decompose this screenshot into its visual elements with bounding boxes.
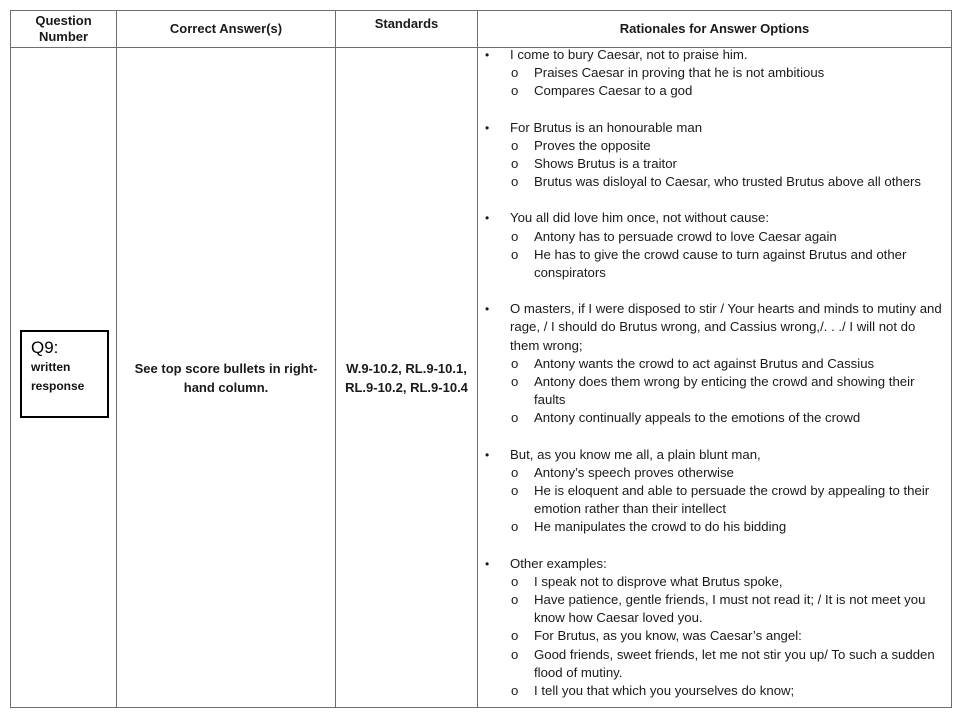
sub-bullet-icon: o xyxy=(511,410,519,426)
rationale-point-text: Praises Caesar in proving that he is not ambitious xyxy=(534,65,825,81)
rationale-quote-text: For Brutus is an honourable man xyxy=(510,119,703,135)
bullet-icon: • xyxy=(485,120,490,135)
rationale-point xyxy=(478,64,948,82)
rationale-quote xyxy=(478,119,948,137)
rationale-point xyxy=(478,646,948,682)
sub-bullet-icon: o xyxy=(511,646,519,662)
rationales-list xyxy=(478,46,948,718)
rationale-point-text: Antony continually appeals to the emotions of the crowd xyxy=(534,410,861,426)
rationale-point-text: He has to give the crowd cause to turn against Brutus and other conspirators xyxy=(534,246,907,281)
rationale-point xyxy=(478,591,948,627)
rationale-point-text: Antony’s speech proves otherwise xyxy=(534,464,734,480)
rationale-point xyxy=(478,409,948,427)
rationale-quote xyxy=(478,555,948,573)
sub-bullet-icon: o xyxy=(511,355,519,371)
rationale-point xyxy=(478,173,948,191)
sub-bullet-icon: o xyxy=(511,464,519,480)
rationale-point xyxy=(478,137,948,155)
rationale-quote-text: But, as you know me all, a plain blunt man, xyxy=(510,446,761,462)
sub-bullet-icon: o xyxy=(511,246,519,262)
sub-bullet-icon: o xyxy=(511,83,519,99)
bullet-icon: • xyxy=(485,447,490,462)
rationale-quote-text: I come to bury Caesar, not to praise him. xyxy=(510,47,748,62)
rationale-point-text: Proves the opposite xyxy=(534,137,651,153)
bullet-icon: • xyxy=(485,211,490,226)
rationale-point-text: Shows Brutus is a traitor xyxy=(534,156,677,172)
sub-bullet-icon: o xyxy=(511,174,519,190)
rationale-point xyxy=(478,482,948,518)
bullet-icon: • xyxy=(485,48,490,62)
rationale-point-text: I speak not to disprove what Brutus spoke, xyxy=(534,573,783,589)
rationale-point-text: Antony does them wrong by enticing the crowd and showing their faults xyxy=(534,374,915,408)
sub-bullet-icon: o xyxy=(511,592,519,608)
header-correct-answers: Correct Answer(s) xyxy=(169,21,283,36)
question-type: written response xyxy=(31,360,85,393)
rationale-point-text: Good friends, sweet friends, let me not stir you up/ To such a sudden flood of mutiny. xyxy=(534,646,935,680)
column-divider xyxy=(335,11,336,707)
header-question-number: Question Number xyxy=(35,13,92,44)
rationale-point-text: Antony has to persuade crowd to love Caesar again xyxy=(534,228,837,244)
rationale-point-text: He is eloquent and able to persuade the crowd by appealing to their emotion rather than their intellect xyxy=(534,483,930,517)
rationale-point xyxy=(478,228,948,246)
bullet-icon: • xyxy=(485,556,490,571)
rationale-point xyxy=(478,682,948,700)
rationale-group xyxy=(478,555,948,701)
sub-bullet-icon: o xyxy=(511,156,519,172)
rationale-point-text: Compares Caesar to a god xyxy=(534,83,693,99)
table-header-row xyxy=(11,11,951,48)
rationale-point-text: For Brutus, as you know, was Caesar’s angel: xyxy=(534,628,802,644)
rationale-group xyxy=(478,209,948,282)
rationale-point-text: I tell you that which you yourselves do know; xyxy=(534,683,795,699)
rationale-quote xyxy=(478,46,948,64)
question-label-callout xyxy=(20,330,109,418)
sub-bullet-icon: o xyxy=(511,519,519,535)
rationale-quote-text: O masters, if I were disposed to stir / Your hearts and minds to mutiny and rage, / I should do Brutus wrong, and Cassius wrong,/. . ./ I will not do them wrong; xyxy=(510,301,942,353)
rationale-point-text: He manipulates the crowd to do his bidding xyxy=(534,519,787,535)
sub-bullet-icon: o xyxy=(511,374,519,390)
sub-bullet-icon: o xyxy=(511,683,519,699)
rationale-point xyxy=(478,627,948,645)
sub-bullet-icon: o xyxy=(511,628,519,644)
rationale-point xyxy=(478,373,948,409)
rationale-point xyxy=(478,155,948,173)
rationale-group xyxy=(478,300,948,427)
sub-bullet-icon: o xyxy=(511,573,519,589)
header-rationales: Rationales for Answer Options xyxy=(619,21,810,36)
rationale-point xyxy=(478,464,948,482)
sub-bullet-icon: o xyxy=(511,483,519,499)
rationale-point xyxy=(478,82,948,100)
correct-answer-cell xyxy=(121,48,331,707)
sub-bullet-icon: o xyxy=(511,137,519,153)
question-label: Q9: xyxy=(31,338,59,357)
standards-text: W.9-10.2, RL.9-10.1, RL.9-10.2, RL.9-10.4 xyxy=(345,360,468,395)
rationale-point xyxy=(478,246,948,282)
sub-bullet-icon: o xyxy=(511,228,519,244)
rationale-quote xyxy=(478,209,948,227)
rationale-quote-text: Other examples: xyxy=(510,555,607,571)
rationale-point xyxy=(478,355,948,373)
standards-cell xyxy=(338,48,475,707)
rationale-point xyxy=(478,573,948,591)
rationale-quote xyxy=(478,446,948,464)
rationale-point-text: Brutus was disloyal to Caesar, who trusted Brutus above all others xyxy=(534,174,922,190)
header-standards: Standards xyxy=(374,16,439,31)
rationale-group xyxy=(478,119,948,192)
rationale-quote-text: You all did love him once, not without cause: xyxy=(510,210,770,226)
rationale-group xyxy=(478,446,948,537)
bullet-icon: • xyxy=(485,302,490,317)
rationale-point xyxy=(478,518,948,536)
sub-bullet-icon: o xyxy=(511,65,519,81)
rationale-point-text: Antony wants the crowd to act against Brutus and Cassius xyxy=(534,355,875,371)
column-divider xyxy=(116,11,117,707)
rationale-quote xyxy=(478,300,948,355)
rationale-point-text: Have patience, gentle friends, I must not read it; / It is not meet you know how Caesar loved you. xyxy=(534,592,926,626)
rationale-group xyxy=(478,46,948,101)
correct-answer-text: See top score bullets in right-hand column. xyxy=(134,360,318,395)
